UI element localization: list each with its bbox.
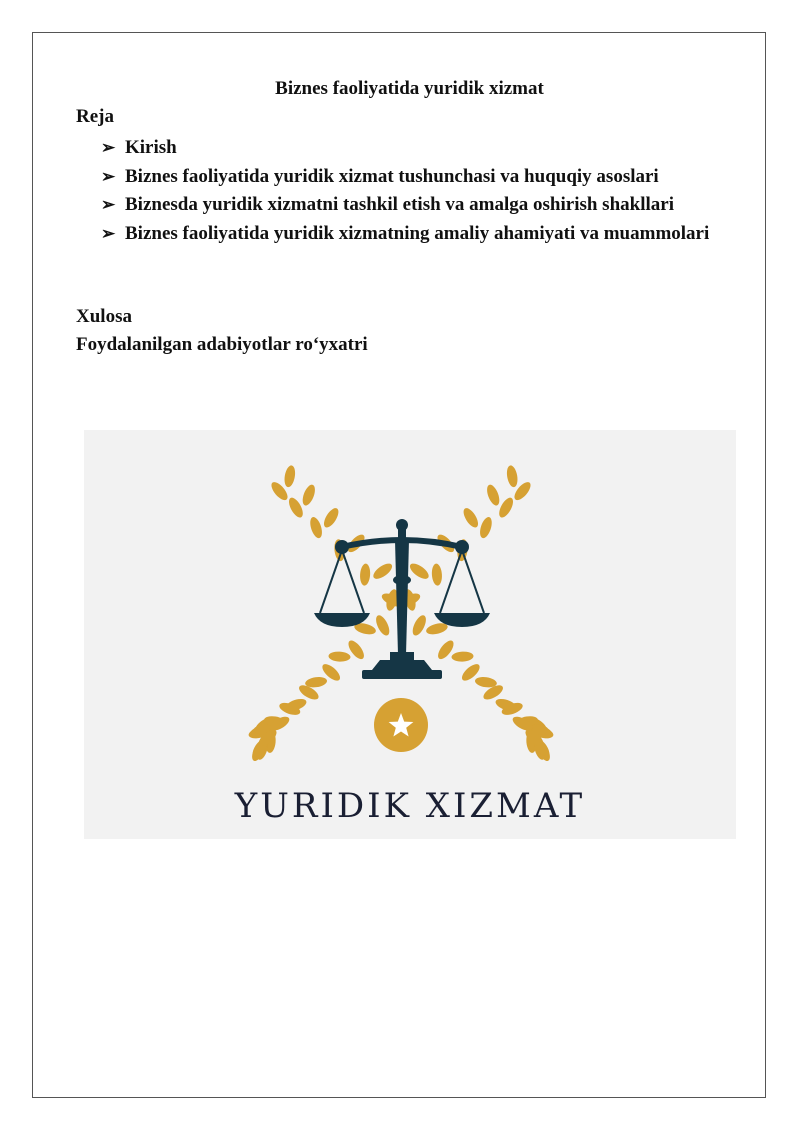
- laurel-leaf: [371, 561, 395, 582]
- arrow-bullet-icon: ➢: [101, 138, 116, 157]
- laurel-leaf: [431, 563, 443, 586]
- laurel-leaf: [485, 483, 502, 507]
- laurel-leaf: [410, 613, 429, 637]
- plan-item-organization: [101, 191, 743, 220]
- laurel-leaf: [286, 496, 305, 520]
- logo-emblem: [84, 430, 736, 839]
- laurel-leaf: [328, 651, 350, 662]
- laurel-leaf: [407, 561, 431, 582]
- laurel-leaf: [461, 506, 481, 530]
- plan-item-importance: [101, 220, 743, 249]
- document-title: Biznes faoliyatida yuridik xizmat: [275, 78, 544, 99]
- laurel-leaf: [373, 613, 392, 637]
- logo-text: YURIDIK XIZMAT: [234, 786, 586, 826]
- arrow-bullet-icon: ➢: [101, 195, 116, 214]
- plan-heading: Reja: [76, 106, 114, 127]
- plan-item-text: Biznes faoliyatida yuridik xizmat tushunchasi va huquqiy asoslari: [125, 165, 659, 187]
- arrow-bullet-icon: ➢: [101, 166, 116, 186]
- laurel-leaf: [308, 516, 324, 540]
- plan-item-text: Kirish: [125, 137, 177, 158]
- references-heading: Foydalanilgan adabiyotlar ro‘yxatri: [76, 334, 368, 355]
- star-medallion-icon: [374, 698, 428, 752]
- conclusion-heading: Xulosa: [76, 306, 132, 327]
- plan-item-text: Biznesda yuridik xizmatni tashkil etish va amalga oshirish shakllari: [125, 194, 674, 215]
- arrow-bullet-icon: ➢: [101, 223, 116, 243]
- logo-image: [84, 430, 736, 839]
- plan-item-text: Biznes faoliyatida yuridik xizmatning amaliy ahamiyati va muammolari: [125, 222, 710, 244]
- plan-item-introduction: [101, 134, 743, 163]
- laurel-leaf: [505, 465, 519, 488]
- laurel-leaf: [478, 516, 494, 540]
- plan-list: [101, 134, 743, 248]
- plan-item-concept: [101, 163, 743, 192]
- laurel-leaf: [321, 506, 341, 530]
- laurel-leaf: [283, 465, 297, 488]
- laurel-leaf: [300, 483, 317, 507]
- laurel-leaf: [496, 496, 515, 520]
- laurel-leaf: [451, 651, 473, 662]
- laurel-leaf: [359, 563, 371, 586]
